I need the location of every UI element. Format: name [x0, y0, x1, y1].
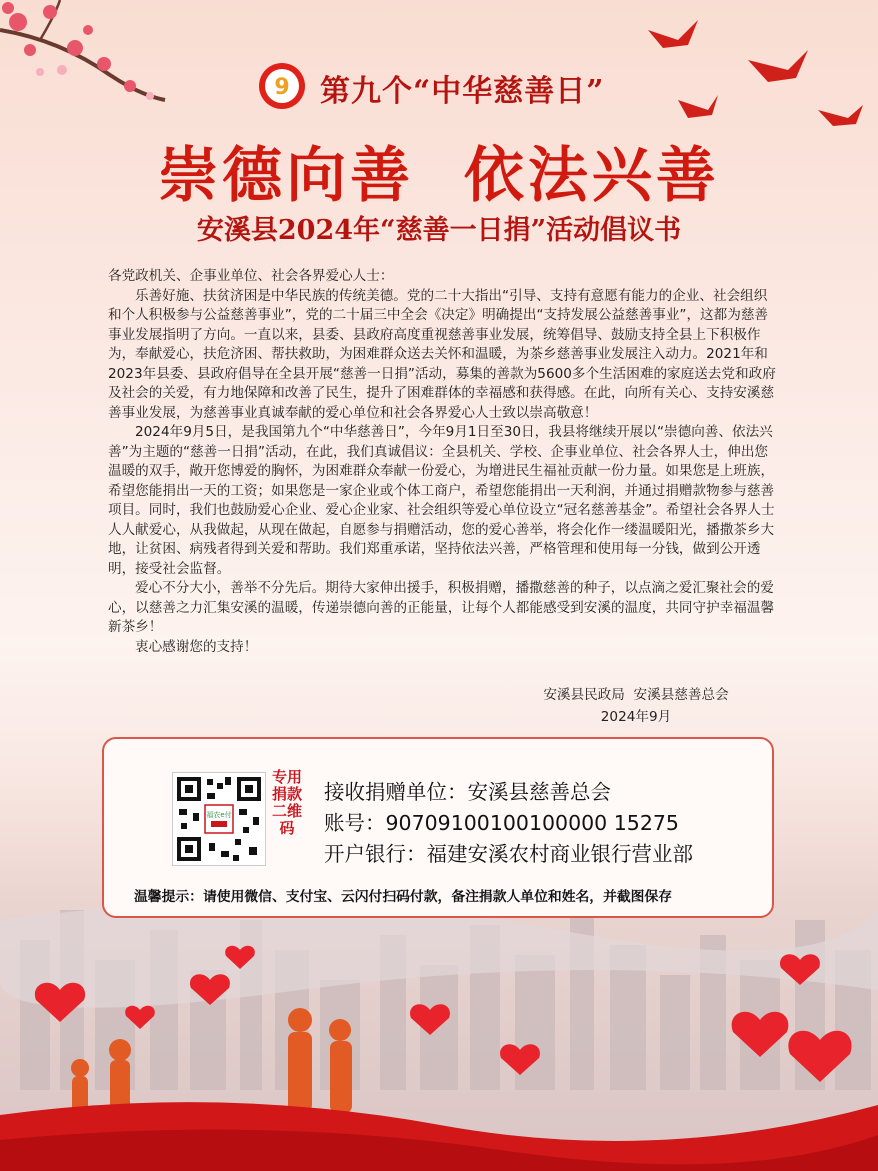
- donation-qr-code-icon[interactable]: [172, 772, 266, 866]
- slogan-heading: 崇德向善 依法兴善: [158, 141, 720, 211]
- paragraph-2: 2024年9月5日，是我国第九个“中华慈善日”，今年9月1日至30日，我县将继续开展以“崇德向善、依法兴善”为主题的“慈善一日捐”活动，在此，我们真诚倡议：全县机关、学校、企事业单位、社会各界人士，伸出您温暖的双手，敞开您博爱的胸怀，为困难群众奉献一份爱心，为增进民生福祉贡献一份力量。如果您是上班族，希望您能捐出一天的工资；如果您是一家企业或个体工商户，希望您能捐出一天利润，并通过捐赠款物参与慈善项目。同时，我们也鼓励爱心企业、爱心企业家、社会组织等爱心单位设立“冠名慈善基金”。希望社会各界人士人人献爱心，从我做起，从现在做起，自愿参与捐赠活动，您的爱心善举，将会化作一缕温暖阳光，播撒茶乡大地，让贫困、病残者得到关爱和帮助。我们郑重承诺，坚持依法兴善，严格管理和使用每一分钱，做到公开透明，接受社会监督。: [108, 424, 775, 577]
- recipient-line: 接收捐赠单位：安溪县慈善总会: [324, 780, 611, 804]
- bank-line: 开户银行：福建安溪农村商业银行营业部: [324, 842, 693, 866]
- thanks-line: 衷心感谢您的支持！: [135, 638, 258, 655]
- charity-day-logo-icon: [258, 62, 306, 110]
- proposal-letter-body: [108, 267, 780, 657]
- paragraph-3: 爱心不分大小，善举不分先后。期待大家伸出援手，积极捐赠，播撒慈善的种子，以点滴之爱汇聚社会的爱心，以慈善之力汇集安溪的温暖，传递崇德向善的正能量，让每个人都能感受到安溪的温度，共同守护幸福温馨新茶乡！: [108, 580, 775, 635]
- signers: 安溪县民政局 安溪县慈善总会: [543, 687, 729, 703]
- event-title: 第九个“中华慈善日”: [320, 74, 605, 109]
- salutation: 各党政机关、企事业单位、社会各界爱心人士：: [108, 268, 394, 284]
- hearts-and-family-decoration: [0, 900, 878, 1171]
- donation-info-card: [102, 737, 774, 918]
- account-line: 账号：90709100100100000 15275: [324, 811, 679, 835]
- letter-date: 2024年9月: [600, 709, 672, 725]
- qr-code-label: 专用捐款二维码: [272, 768, 303, 837]
- svg-text:9: 9: [274, 75, 290, 100]
- proposal-subtitle: 安溪县2024年“慈善一日捐”活动倡议书: [196, 215, 682, 246]
- qr-center-label: 福农e付: [206, 811, 232, 819]
- plum-blossom-branch: [0, 0, 170, 110]
- payment-tip: 温馨提示：请使用微信、支付宝、云闪付扫码付款，备注捐款人单位和姓名，并截图保存: [134, 889, 673, 905]
- bank-details: [324, 777, 693, 870]
- signature-block: [520, 684, 752, 728]
- paragraph-1: 乐善好施、扶贫济困是中华民族的传统美德。党的二十大指出“引导、支持有意愿有能力的企业、社会组织和个人积极参与公益慈善事业”，党的二十届三中全会《决定》明确提出“支持发展公益慈善事业”，这都为慈善事业发展指明了方向。一直以来，县委、县政府高度重视慈善事业发展，统筹倡导、鼓励支持全县上下积极作为，奉献爱心，扶危济困、帮扶救助，为困难群众送去关怀和温暖，为茶乡慈善事业发展注入动力。2021年和2023年县委、县政府倡导在全县开展“慈善一日捐”活动，募集的善款为5600多个生活困难的家庭送去党和政府及社会的关爱，有力地保障和改善了民生，提升了困难群体的幸福感和获得感。在此，向所有关心、支持安溪慈善事业发展，为慈善事业真诚奉献的爱心单位和社会各界爱心人士致以崇高敬意！: [108, 287, 776, 421]
